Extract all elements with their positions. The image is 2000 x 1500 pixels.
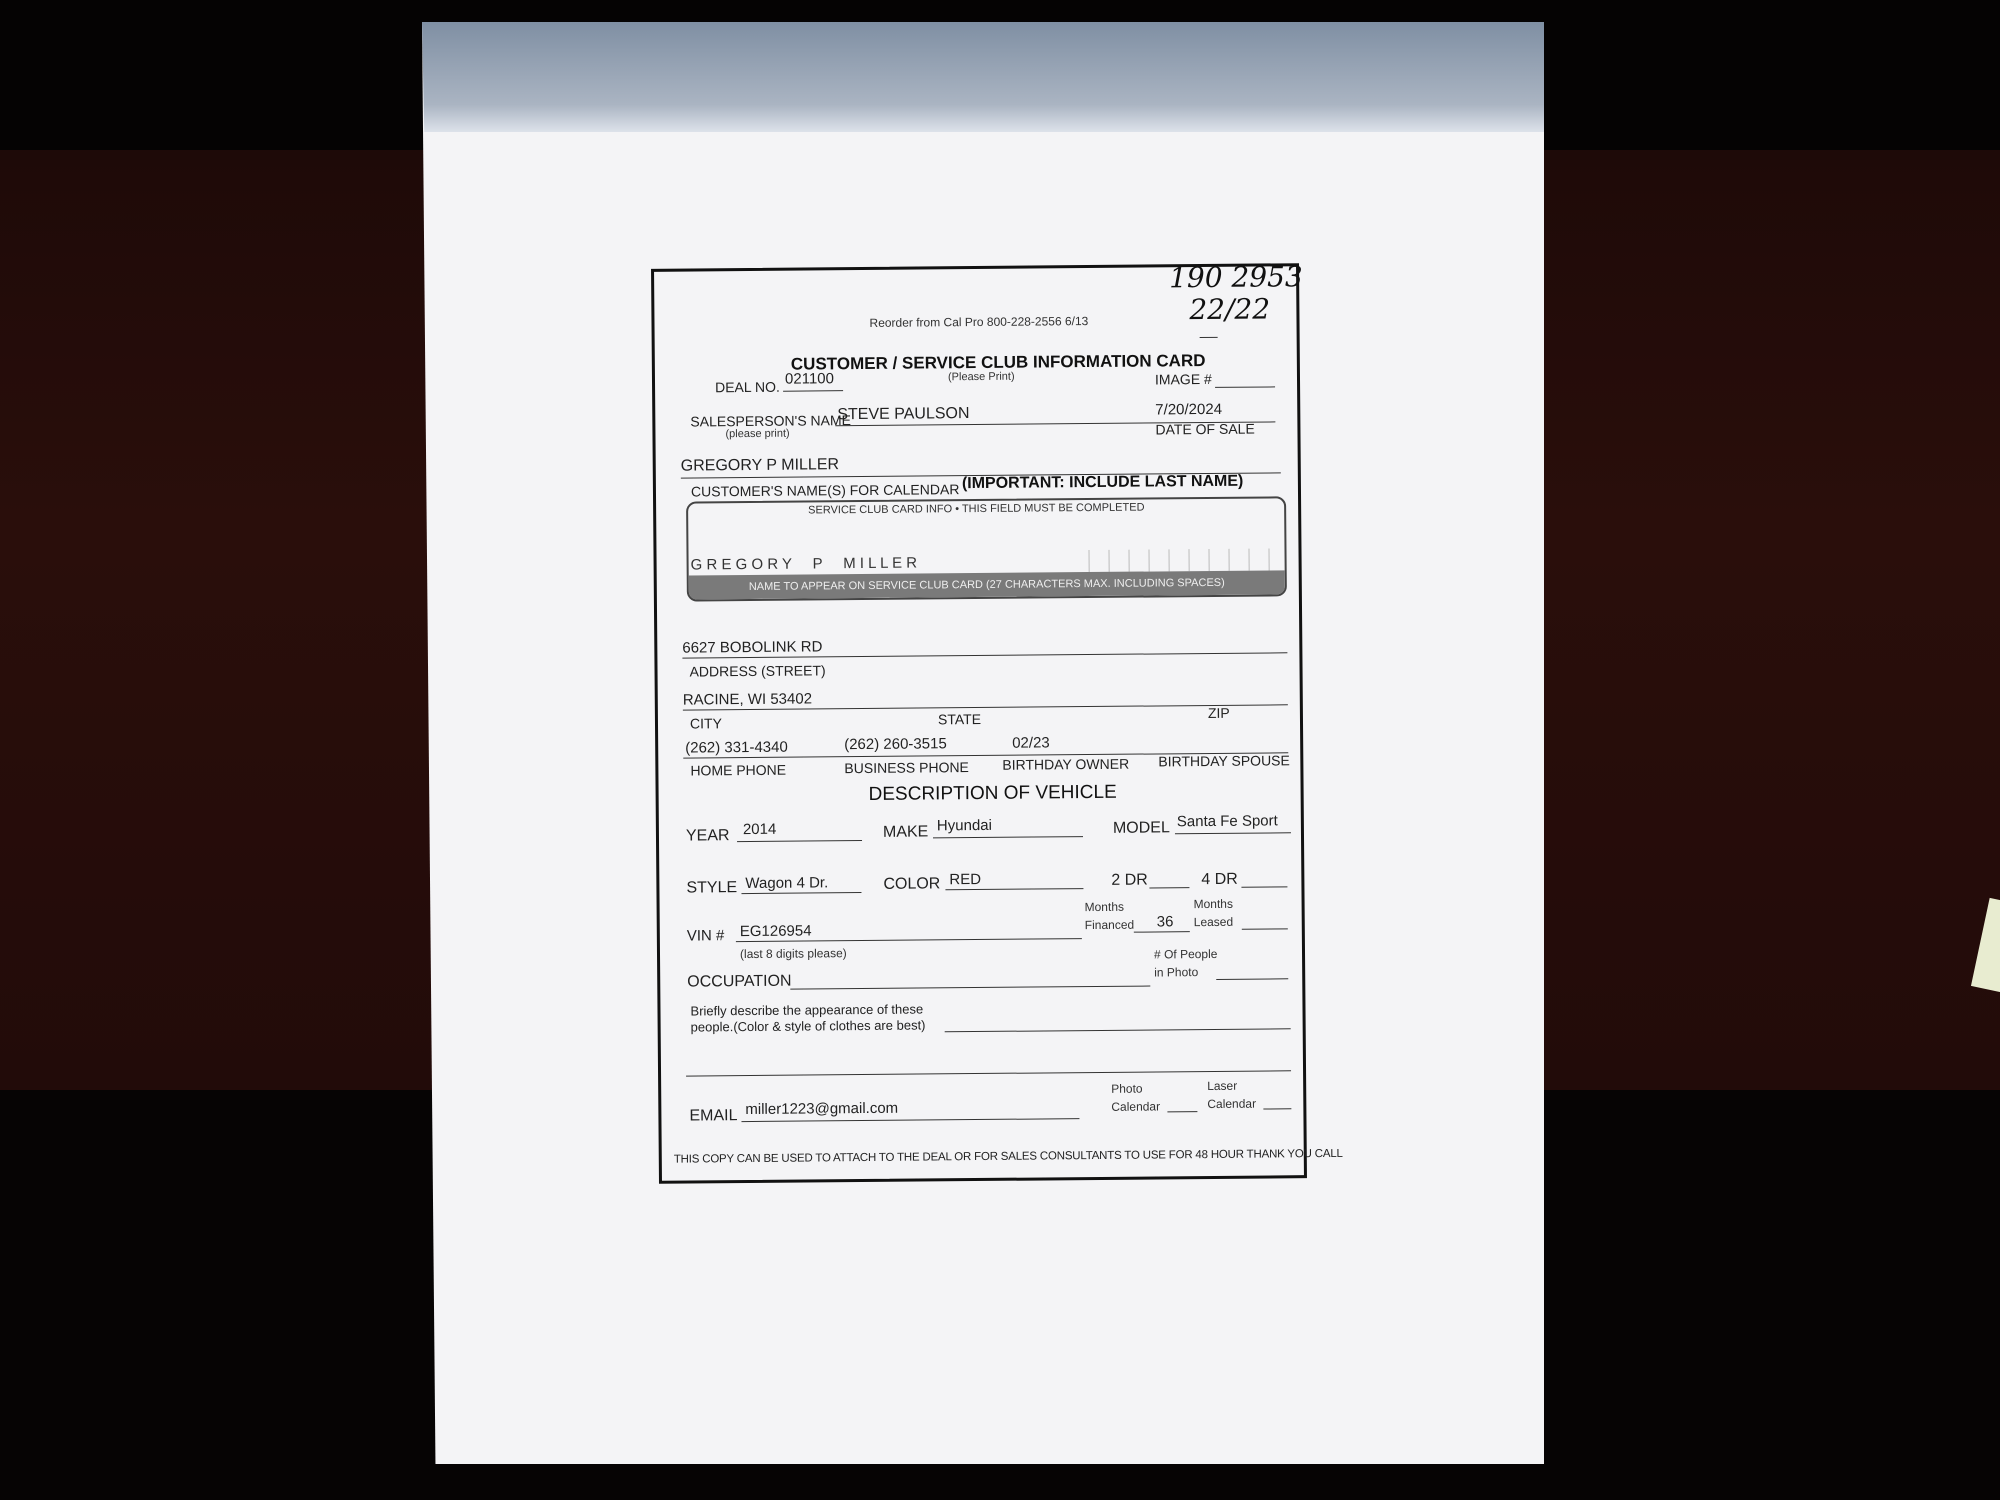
image-number-label: IMAGE # <box>1154 370 1212 388</box>
char-tick <box>1208 549 1209 571</box>
please-print-note: (Please Print) <box>947 370 1015 384</box>
model-line <box>1175 832 1291 834</box>
model-value: Santa Fe Sport <box>1176 812 1278 831</box>
photo-calendar-line <box>1167 1111 1197 1112</box>
email-value: miller1223@gmail.com <box>745 1099 899 1119</box>
deal-no-line <box>783 390 843 392</box>
months-financed-label-top: Months <box>1084 899 1125 915</box>
shadow-band <box>422 22 1544 132</box>
char-tick <box>1168 549 1169 571</box>
home-phone-value: (262) 331-4340 <box>685 738 788 757</box>
laser-calendar-label-top: Laser <box>1207 1078 1238 1094</box>
date-of-sale-value: 7/20/2024 <box>1155 400 1223 419</box>
char-tick <box>1108 550 1109 572</box>
make-line <box>933 836 1083 838</box>
customer-name-label: CUSTOMER'S NAME(S) FOR CALENDAR <box>690 481 960 500</box>
customer-name-value: GREGORY P MILLER <box>680 456 840 475</box>
months-leased-label: Leased <box>1193 914 1234 930</box>
color-label: COLOR <box>883 875 941 893</box>
laser-calendar-label: Calendar <box>1207 1096 1257 1112</box>
char-tick <box>1128 550 1129 572</box>
occupation-label: OCCUPATION <box>687 972 792 991</box>
four-door-label: 4 DR <box>1201 870 1238 889</box>
handwritten-underline <box>1200 337 1218 338</box>
address-value: 6627 BOBOLINK RD <box>682 638 823 657</box>
vehicle-heading: DESCRIPTION OF VEHICLE <box>868 781 1117 805</box>
months-leased-line <box>1242 928 1288 929</box>
two-door-label: 2 DR <box>1111 871 1148 889</box>
photo-calendar-label: Calendar <box>1111 1099 1161 1114</box>
salesperson-value: STEVE PAULSON <box>837 405 970 424</box>
occupation-line <box>790 986 1150 990</box>
birthday-spouse-label: BIRTHDAY SPOUSE <box>1158 752 1290 770</box>
birthday-owner-value: 02/23 <box>1012 734 1050 752</box>
deal-no-value: 021100 <box>784 370 835 388</box>
year-label: YEAR <box>685 827 730 845</box>
year-line <box>737 840 862 842</box>
style-line <box>741 892 861 894</box>
char-tick <box>1248 549 1249 571</box>
email-line <box>741 1118 1079 1122</box>
state-label: STATE <box>937 710 982 728</box>
make-label: MAKE <box>882 823 929 841</box>
style-value: Wagon 4 Dr. <box>745 874 829 893</box>
describe-line-1: Briefly describe the appearance of these <box>690 1001 924 1019</box>
service-card-footer: NAME TO APPEAR ON SERVICE CLUB CARD (27 CHARACTERS MAX. INCLUDING SPACES) <box>689 570 1285 599</box>
image-number-line <box>1215 386 1275 388</box>
char-tick <box>1088 550 1089 572</box>
char-tick <box>1148 550 1149 572</box>
vin-note: (last 8 digits please) <box>739 946 847 962</box>
describe-extra-line <box>686 1070 1291 1076</box>
model-label: MODEL <box>1112 819 1170 837</box>
info-card-form <box>651 260 1343 1184</box>
people-in-photo-line <box>1216 978 1288 980</box>
birthday-owner-label: BIRTHDAY OWNER <box>1002 755 1130 773</box>
char-tick <box>1228 549 1229 571</box>
people-in-photo-label-top: # Of People <box>1153 946 1218 962</box>
address-label: ADDRESS (STREET) <box>689 662 826 680</box>
make-value: Hyundai <box>936 816 993 835</box>
laser-calendar-line <box>1263 1108 1291 1109</box>
city-label: CITY <box>689 715 722 732</box>
year-value: 2014 <box>742 820 777 839</box>
form-footer: THIS COPY CAN BE USED TO ATTACH TO THE DEAL OR FOR SALES CONSULTANTS TO USE FOR 48 HOUR THANK YOU CALL <box>673 1147 1343 1166</box>
four-door-line <box>1241 886 1287 887</box>
form-title: CUSTOMER / SERVICE CLUB INFORMATION CARD <box>790 351 1206 374</box>
salesperson-label: SALESPERSON'S NAME <box>690 412 852 430</box>
service-club-card-field <box>686 496 1287 601</box>
vin-value: EG126954 <box>739 922 812 941</box>
months-leased-label-top: Months <box>1193 896 1234 912</box>
months-financed-line <box>1134 931 1190 932</box>
photo-calendar-label-top: Photo <box>1111 1081 1143 1096</box>
reorder-note: Reorder from Cal Pro 800-228-2556 6/13 <box>869 314 1089 330</box>
business-phone-label: BUSINESS PHONE <box>844 759 969 777</box>
color-value: RED <box>949 870 982 889</box>
city-value: RACINE, WI 53402 <box>682 690 813 709</box>
deal-no-label: DEAL NO. <box>714 378 780 396</box>
home-phone-label: HOME PHONE <box>690 761 787 779</box>
style-label: STYLE <box>686 879 738 897</box>
important-note: (IMPORTANT: INCLUDE LAST NAME) <box>961 472 1244 493</box>
zip-label: ZIP <box>1207 704 1230 722</box>
service-card-name: G R E G O R Y P M I L L E R <box>690 554 918 574</box>
months-financed-label: Financed <box>1084 917 1135 933</box>
describe-line <box>945 1028 1291 1032</box>
months-financed-value: 36 <box>1156 913 1174 931</box>
email-label: EMAIL <box>689 1107 738 1125</box>
people-in-photo-label: in Photo <box>1154 965 1199 980</box>
char-tick <box>1268 548 1269 570</box>
char-tick <box>1188 549 1189 571</box>
handwritten-number: 190 2953 <box>1168 260 1303 295</box>
business-phone-value: (262) 260-3515 <box>844 735 947 754</box>
color-line <box>945 888 1083 890</box>
two-door-line <box>1149 887 1189 888</box>
service-card-header: SERVICE CLUB CARD INFO • THIS FIELD MUST BE COMPLETED <box>808 501 1145 517</box>
salesperson-sublabel: (please print) <box>725 427 790 441</box>
vin-label: VIN # <box>686 927 725 945</box>
handwritten-fraction: 22/22 <box>1189 292 1271 327</box>
describe-line-2: people.(Color & style of clothes are best) <box>690 1017 926 1035</box>
date-of-sale-label: DATE OF SALE <box>1155 420 1255 438</box>
